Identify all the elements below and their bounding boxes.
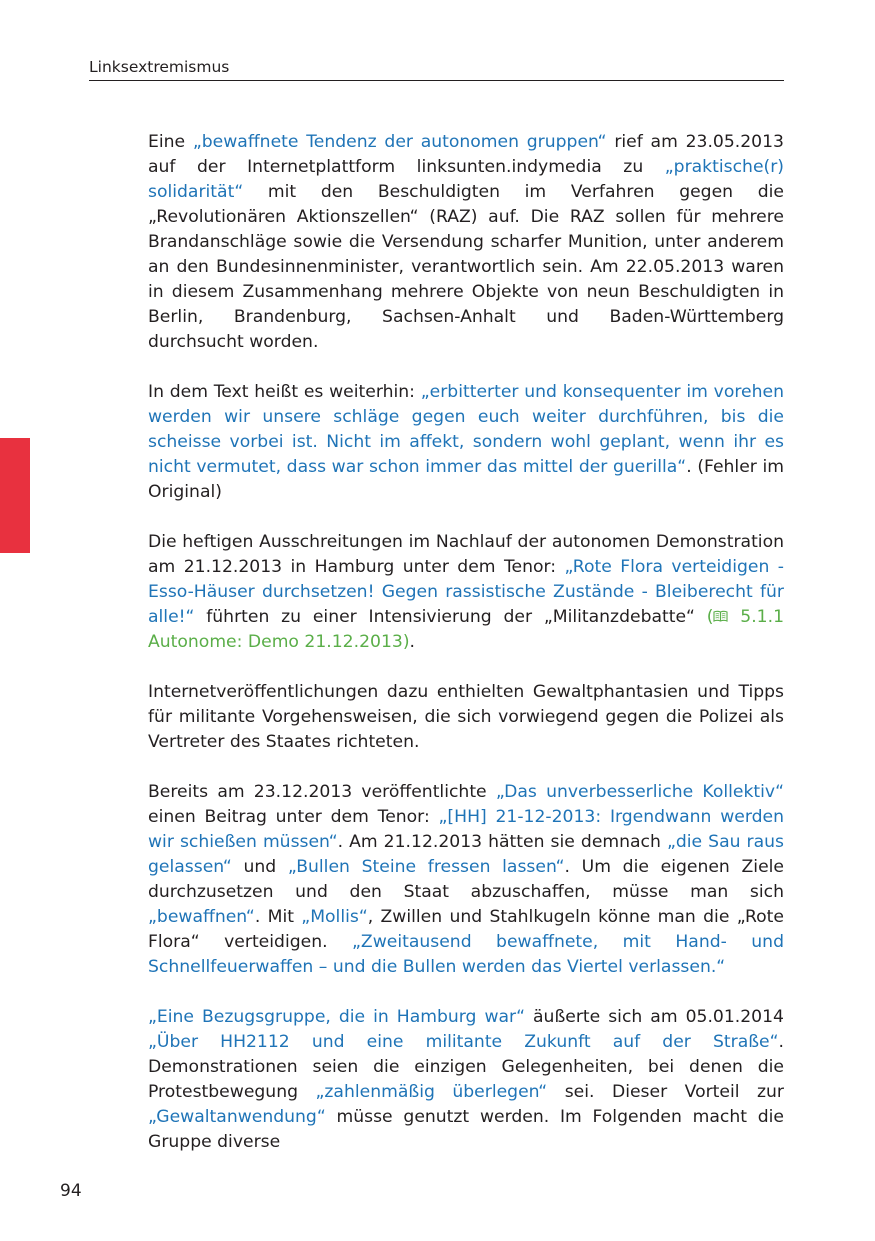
quote: „Rote Flora verteidigen - Esso-Häuser durchsetzen! Gegen rassistische Zustände - Bleiberecht für alle!“	[148, 557, 784, 627]
book-icon	[713, 607, 728, 627]
quote: „Zweitausend bewaffnete, mit Hand- und Schnellfeuerwaffen – und die Bullen werden das Viertel verlassen.“	[148, 932, 784, 977]
paragraph-4	[148, 680, 784, 755]
quote: „Das unverbesserliche Kollektiv“	[495, 782, 785, 802]
text: . Mit	[254, 907, 302, 927]
text: sei. Dieser Vorteil zur	[547, 1082, 784, 1102]
quote: „erbitterter und konsequenter im vorehen werden wir unsere schläge gegen euch weiter durchführen, bis die scheisse vorbei ist. Nicht im affekt, sondern wohl geplant, wenn ihr es nicht vermutet, dass war schon immer das mittel der guerilla“	[148, 382, 784, 477]
body-text	[148, 130, 784, 1180]
quote: „bewaffnen“	[148, 907, 255, 927]
quote: „praktische(r) solidarität“	[148, 157, 784, 202]
text: und	[231, 857, 288, 877]
text: führten zu einer Intensivierung der „Militanzdebatte“	[194, 607, 707, 627]
text: mit den Beschuldigten im Verfahren gegen die „Revolutionären Aktionszellen“ (RAZ) auf. Die RAZ sollen für mehrere Brandanschläge sowie die Versendung scharfer Munition, unter anderem an den Bundesinnenminister, verantwortlich sein. Am 22.05.2013 waren in diesem Zusammenhang mehrere Objekte von neun Beschuldigten in Berlin, Brandenburg, Sachsen-Anhalt und Baden-Württemberg durchsucht worden.	[148, 182, 784, 352]
quote: „die Sau raus gelassen“	[148, 832, 784, 877]
running-header: Linksextremismus	[89, 58, 784, 81]
text: rief am 23.05.2013 auf der Internetplattform linksunten.indymedia zu	[148, 132, 784, 177]
quote: „Gewaltanwendung“	[148, 1107, 326, 1127]
quote: „Bullen Steine fressen lassen“	[287, 857, 565, 877]
text: Internetveröffentlichungen dazu enthielten Gewaltphantasien und Tipps für militante Vorgehensweisen, die sich vorwiegend gegen die Polizei als Vertreter des Staates richteten.	[148, 682, 784, 752]
paragraph-5	[148, 780, 784, 980]
paragraph-6	[148, 1005, 784, 1155]
text: . Am 21.12.2013 hätten sie demnach	[337, 832, 667, 852]
text: , Zwillen und Stahlkugeln könne man die „Rote Flora“ verteidigen.	[148, 907, 784, 952]
text: Eine	[148, 132, 193, 152]
quote: „Mollis“	[301, 907, 368, 927]
text: In dem Text heißt es weiterhin:	[148, 382, 421, 402]
paragraph-3	[148, 530, 784, 655]
text: Bereits am 23.12.2013 veröffentlichte	[148, 782, 496, 802]
text: einen Beitrag unter dem Tenor:	[148, 807, 439, 827]
quote: „Über HH2112 und eine militante Zukunft auf der Straße“	[148, 1032, 779, 1052]
text: .	[409, 632, 415, 652]
ref-open: (	[706, 607, 714, 627]
paragraph-1	[148, 130, 784, 355]
ref-text: 5.1.1 Autonome: Demo 21.12.2013)	[148, 607, 785, 652]
quote: „bewaffnete Tendenz der autonomen gruppen“	[192, 132, 607, 152]
text: . Um die eigenen Ziele durchzusetzen und den Staat abzuschaffen, müsse man sich	[148, 857, 784, 902]
text: . Demonstrationen seien die einzigen Gelegenheiten, bei denen die Protestbewegung	[148, 1032, 784, 1102]
chapter-marker	[0, 438, 30, 553]
quote: „Eine Bezugsgruppe, die in Hamburg war“	[148, 1007, 526, 1027]
text: müsse genutzt werden. Im Folgenden macht die Gruppe diverse	[148, 1107, 784, 1152]
quote: „[HH] 21-12-2013: Irgendwann werden wir schießen müssen“	[148, 807, 784, 852]
quote: „zahlenmäßig überlegen“	[315, 1082, 548, 1102]
text: äußerte sich am 05.01.2014	[525, 1007, 784, 1027]
page-number: 94	[60, 1181, 82, 1201]
paragraph-2	[148, 380, 784, 505]
text: . (Fehler im Original)	[148, 457, 784, 502]
text: Die heftigen Ausschreitungen im Nachlauf der autonomen Demonstration am 21.12.2013 in Hamburg unter dem Tenor:	[148, 532, 784, 577]
